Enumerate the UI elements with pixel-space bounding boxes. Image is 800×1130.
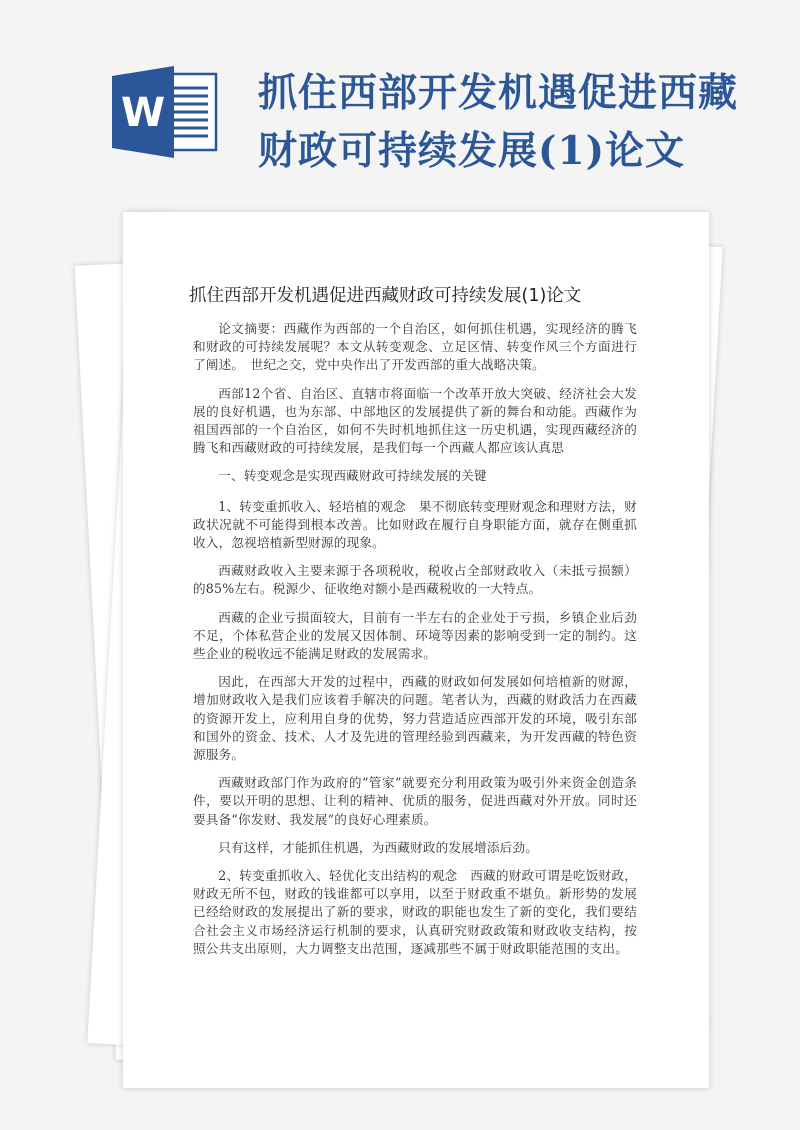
document-body xyxy=(193,320,637,968)
body-paragraph: 因此，在西部大开发的过程中，西藏的财政如何发展如何培植新的财源，增加财政收入是我们应该着手解决的问题。笔者认为，西藏的财政活力在西藏的资源开发上，应利用自身的优势，努力营造适应西部开发的环境，吸引东部和国外的资金、技术、人才及先进的管理经验到西藏来，为开发西藏的特色资源服务。 xyxy=(193,674,637,763)
body-paragraph: 1、转变重抓收入、轻培植的观念 果不彻底转变理财观念和理财方法，财政状况就不可能得到根本改善。比如财政在履行自身职能方面，就存在侧重抓收入，忽视培植新型财源的现象。 xyxy=(193,498,637,551)
document-page xyxy=(123,212,709,1088)
body-paragraph: 只有这样，才能抓住机遇，为西藏财政的发展增添后劲。 xyxy=(218,839,539,855)
body-paragraph: 西部12个省、自治区、直辖市将面临一个改革开放大突破、经济社会大发展的良好机遇，也为东部、中部地区的发展提供了新的舞台和动能。西藏作为祖国西部的一个自治区，如何不失时机地抓住这一历史机遇，实现西藏经济的腾飞和西藏财政的可持续发展，是我们每一个西藏人都应该认真思 xyxy=(193,385,637,456)
word-logo-letter: W xyxy=(120,90,166,136)
body-paragraph: 西藏财政收入主要来源于各项税收，税收占全部财政收入（未抵亏损额）的85%左右。税源少、征收绝对额小是西藏税收的一大特点。 xyxy=(193,563,637,597)
word-doc-icon xyxy=(112,66,218,158)
page-title: 抓住西部开发机遇促进西藏财政可持续发展(1)论文 xyxy=(258,70,739,174)
body-paragraph: 西藏的企业亏损面较大，目前有一半左右的企业处于亏损，乡镇企业后劲不足，个体私营企业的发展又因体制、环境等因素的影响受到一定的制约。这些企业的税收远不能满足财政的发展需求。 xyxy=(193,609,637,662)
body-paragraph: 西藏财政部门作为政府的“管家”就要充分利用政策为吸引外来资金创造条件，要以开明的思想、让利的精神、优质的服务，促进西藏对外开放。同时还要具备“你发财、我发展”的良好心理素质。 xyxy=(193,775,637,827)
document-title: 抓住西部开发机遇促进西藏财政可持续发展(1)论文 xyxy=(189,286,582,306)
section-heading: 一、转变观念是实现西藏财政可持续发展的关键 xyxy=(218,468,487,484)
body-paragraph: 2、转变重抓收入、轻优化支出结构的观念 西藏的财政可谓是吃饭财政，财政无所不包，财政的钱谁都可以享用，以至于财政重不堪负。新形势的发展已经给财政的发展提出了新的要求，财政的职能也发生了新的变化，我们要结合社会主义市场经济运行机制的要求，认真研究财政政策和财政收支结构，按照公共支出原则，大力调整支出范围，逐减那些不属于财政职能范围的支出。 xyxy=(193,868,637,956)
abstract-paragraph: 论文摘要：西藏作为西部的一个自治区，如何抓住机遇，实现经济的腾飞和财政的可持续发展呢？本文从转变观念、立足区情、转变作风三个方面进行了阐述。 世纪之交，党中央作出了开发西部的重大战略决策。 xyxy=(193,321,637,373)
